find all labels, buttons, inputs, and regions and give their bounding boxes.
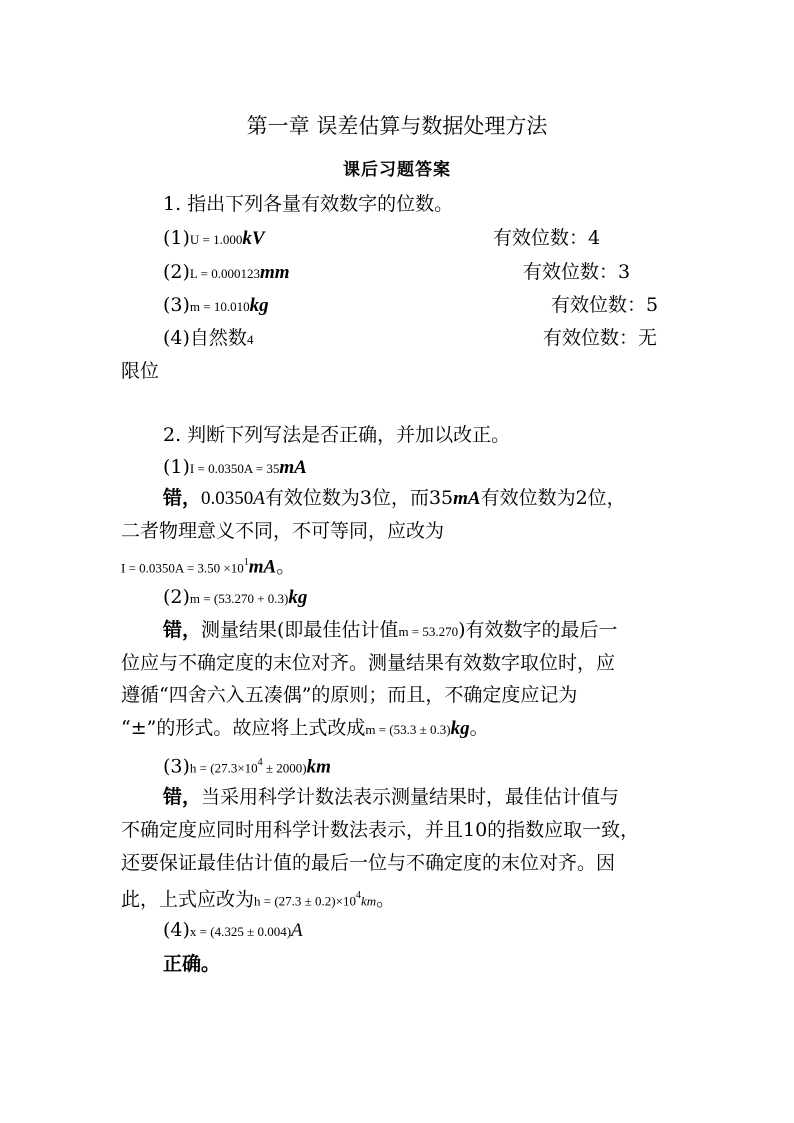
exponent: 4: [355, 890, 361, 901]
q2-part4-expr: [163, 918, 303, 944]
item-expr-text: 自然数: [189, 327, 247, 349]
exponent: 1: [243, 557, 249, 568]
part-label: (2): [163, 586, 190, 608]
q2-part4-verdict: [163, 952, 220, 976]
item-label: (2): [163, 261, 190, 283]
unit-fragment: A: [253, 488, 265, 509]
q1-item-3: [163, 293, 269, 319]
formula: h = (27.3×10: [189, 760, 258, 776]
q2-part3-explain-2: 不确定度应同时用科学计数法表示，并且10的指数应取一致，: [121, 819, 640, 841]
formula: h = (27.3 ± 0.2)×10: [254, 893, 356, 909]
q2-part2-explain-2: 位应与不确定度的末位对齐。测量结果有效数字取位时，应: [121, 652, 616, 674]
q2-part2-explain-3: 遵循“四舍六入五凑偶”的原则；而且，不确定度应记为: [121, 684, 578, 706]
formula: I = 0.0350A = 3.50 ×10: [121, 560, 244, 576]
text-fragment: 测量结果(即最佳估计值: [201, 619, 399, 641]
text-fragment: 。: [276, 555, 296, 578]
item-expr: L = 0.000123: [189, 266, 260, 281]
part-unit: mA: [279, 457, 307, 478]
text-fragment: 。: [469, 717, 489, 739]
q2-part1-explain-1: [163, 486, 626, 511]
part-unit: kg: [288, 587, 308, 608]
q2-part3-explain-1: [163, 785, 619, 809]
part-label: (4): [163, 919, 190, 941]
q2-part2-explain-4: [121, 716, 489, 742]
item-unit: kg: [249, 295, 269, 316]
text-fragment: )有效数字的最后一: [458, 619, 618, 641]
text-fragment: 有效位数为3位，而35: [264, 487, 454, 509]
q2-prompt: 2. 判断下列写法是否正确，并加以改正。: [163, 424, 511, 446]
q2-part3-explain-4: [121, 884, 395, 913]
text-fragment: 当采用科学计数法表示测量结果时，最佳估计值与: [201, 786, 620, 808]
verdict: 错，: [163, 487, 202, 509]
unit-fragment: mA: [248, 556, 277, 578]
verdict: 正确。: [163, 953, 221, 975]
q1-answer-3: 有效位数：5: [551, 294, 659, 316]
item-expr: m = 10.010: [189, 299, 250, 314]
q2-part3-explain-3: 还要保证最佳估计值的最后一位与不确定度的末位对齐。因: [121, 852, 616, 874]
q2-part2-explain-1: [163, 618, 618, 644]
verdict: 错，: [163, 619, 202, 641]
unit-fragment: mA: [453, 488, 481, 509]
section-subtitle: 课后习题答案: [343, 160, 451, 180]
item-label: (3): [163, 294, 190, 316]
part-expr: I = 0.0350A = 35: [189, 461, 280, 476]
q2-part1-explain-3: [121, 551, 295, 580]
q1-answer-1: 有效位数：4: [493, 227, 601, 249]
part-unit: A: [291, 920, 303, 941]
chapter-title: 第一章 误差估算与数据处理方法: [246, 114, 548, 138]
q1-answer-2: 有效位数：3: [523, 261, 631, 283]
text-fragment: 此，上式应改为: [121, 888, 255, 911]
text-fragment: 有效位数为2位，: [480, 487, 626, 509]
formula: ± 2000): [262, 760, 307, 776]
item-label: (4): [163, 327, 190, 349]
unit-fragment: km: [360, 893, 377, 909]
item-unit: kV: [242, 228, 265, 249]
q1-wrap: 限位: [121, 360, 160, 382]
q1-item-1: [163, 226, 265, 252]
item-expr: U = 1.000: [189, 232, 243, 247]
text-fragment: 0.0350: [201, 488, 254, 509]
verdict: 错，: [163, 786, 202, 808]
exponent: 4: [257, 757, 263, 768]
formula: m = 53.270: [398, 624, 459, 639]
text-fragment: 。: [376, 888, 396, 911]
part-unit: km: [306, 756, 331, 778]
part-expr: m = (53.270 + 0.3): [189, 591, 289, 606]
item-unit: mm: [259, 262, 290, 283]
q1-item-4: [163, 326, 253, 352]
q2-part2-expr: [163, 585, 307, 611]
q2-part3-expr: [163, 751, 331, 780]
item-label: (1): [163, 227, 190, 249]
part-label: (1): [163, 456, 190, 478]
part-label: (3): [163, 755, 190, 778]
part-expr: x = (4.325 ± 0.004): [189, 924, 292, 939]
q1-item-2: [163, 260, 290, 286]
unit-fragment: kg: [450, 718, 470, 739]
text-fragment: “±”的形式。故应将上式改成: [121, 717, 366, 739]
q2-part1-expr: [163, 455, 307, 481]
formula: m = (53.3 ± 0.3): [365, 722, 451, 737]
q2-part1-explain-2: 二者物理意义不同，不可等同，应改为: [121, 520, 445, 542]
q1-prompt: 1. 指出下列各量有效数字的位数。: [163, 193, 454, 215]
item-expr: 4: [246, 332, 254, 347]
q1-answer-4: 有效位数：无: [543, 327, 658, 349]
